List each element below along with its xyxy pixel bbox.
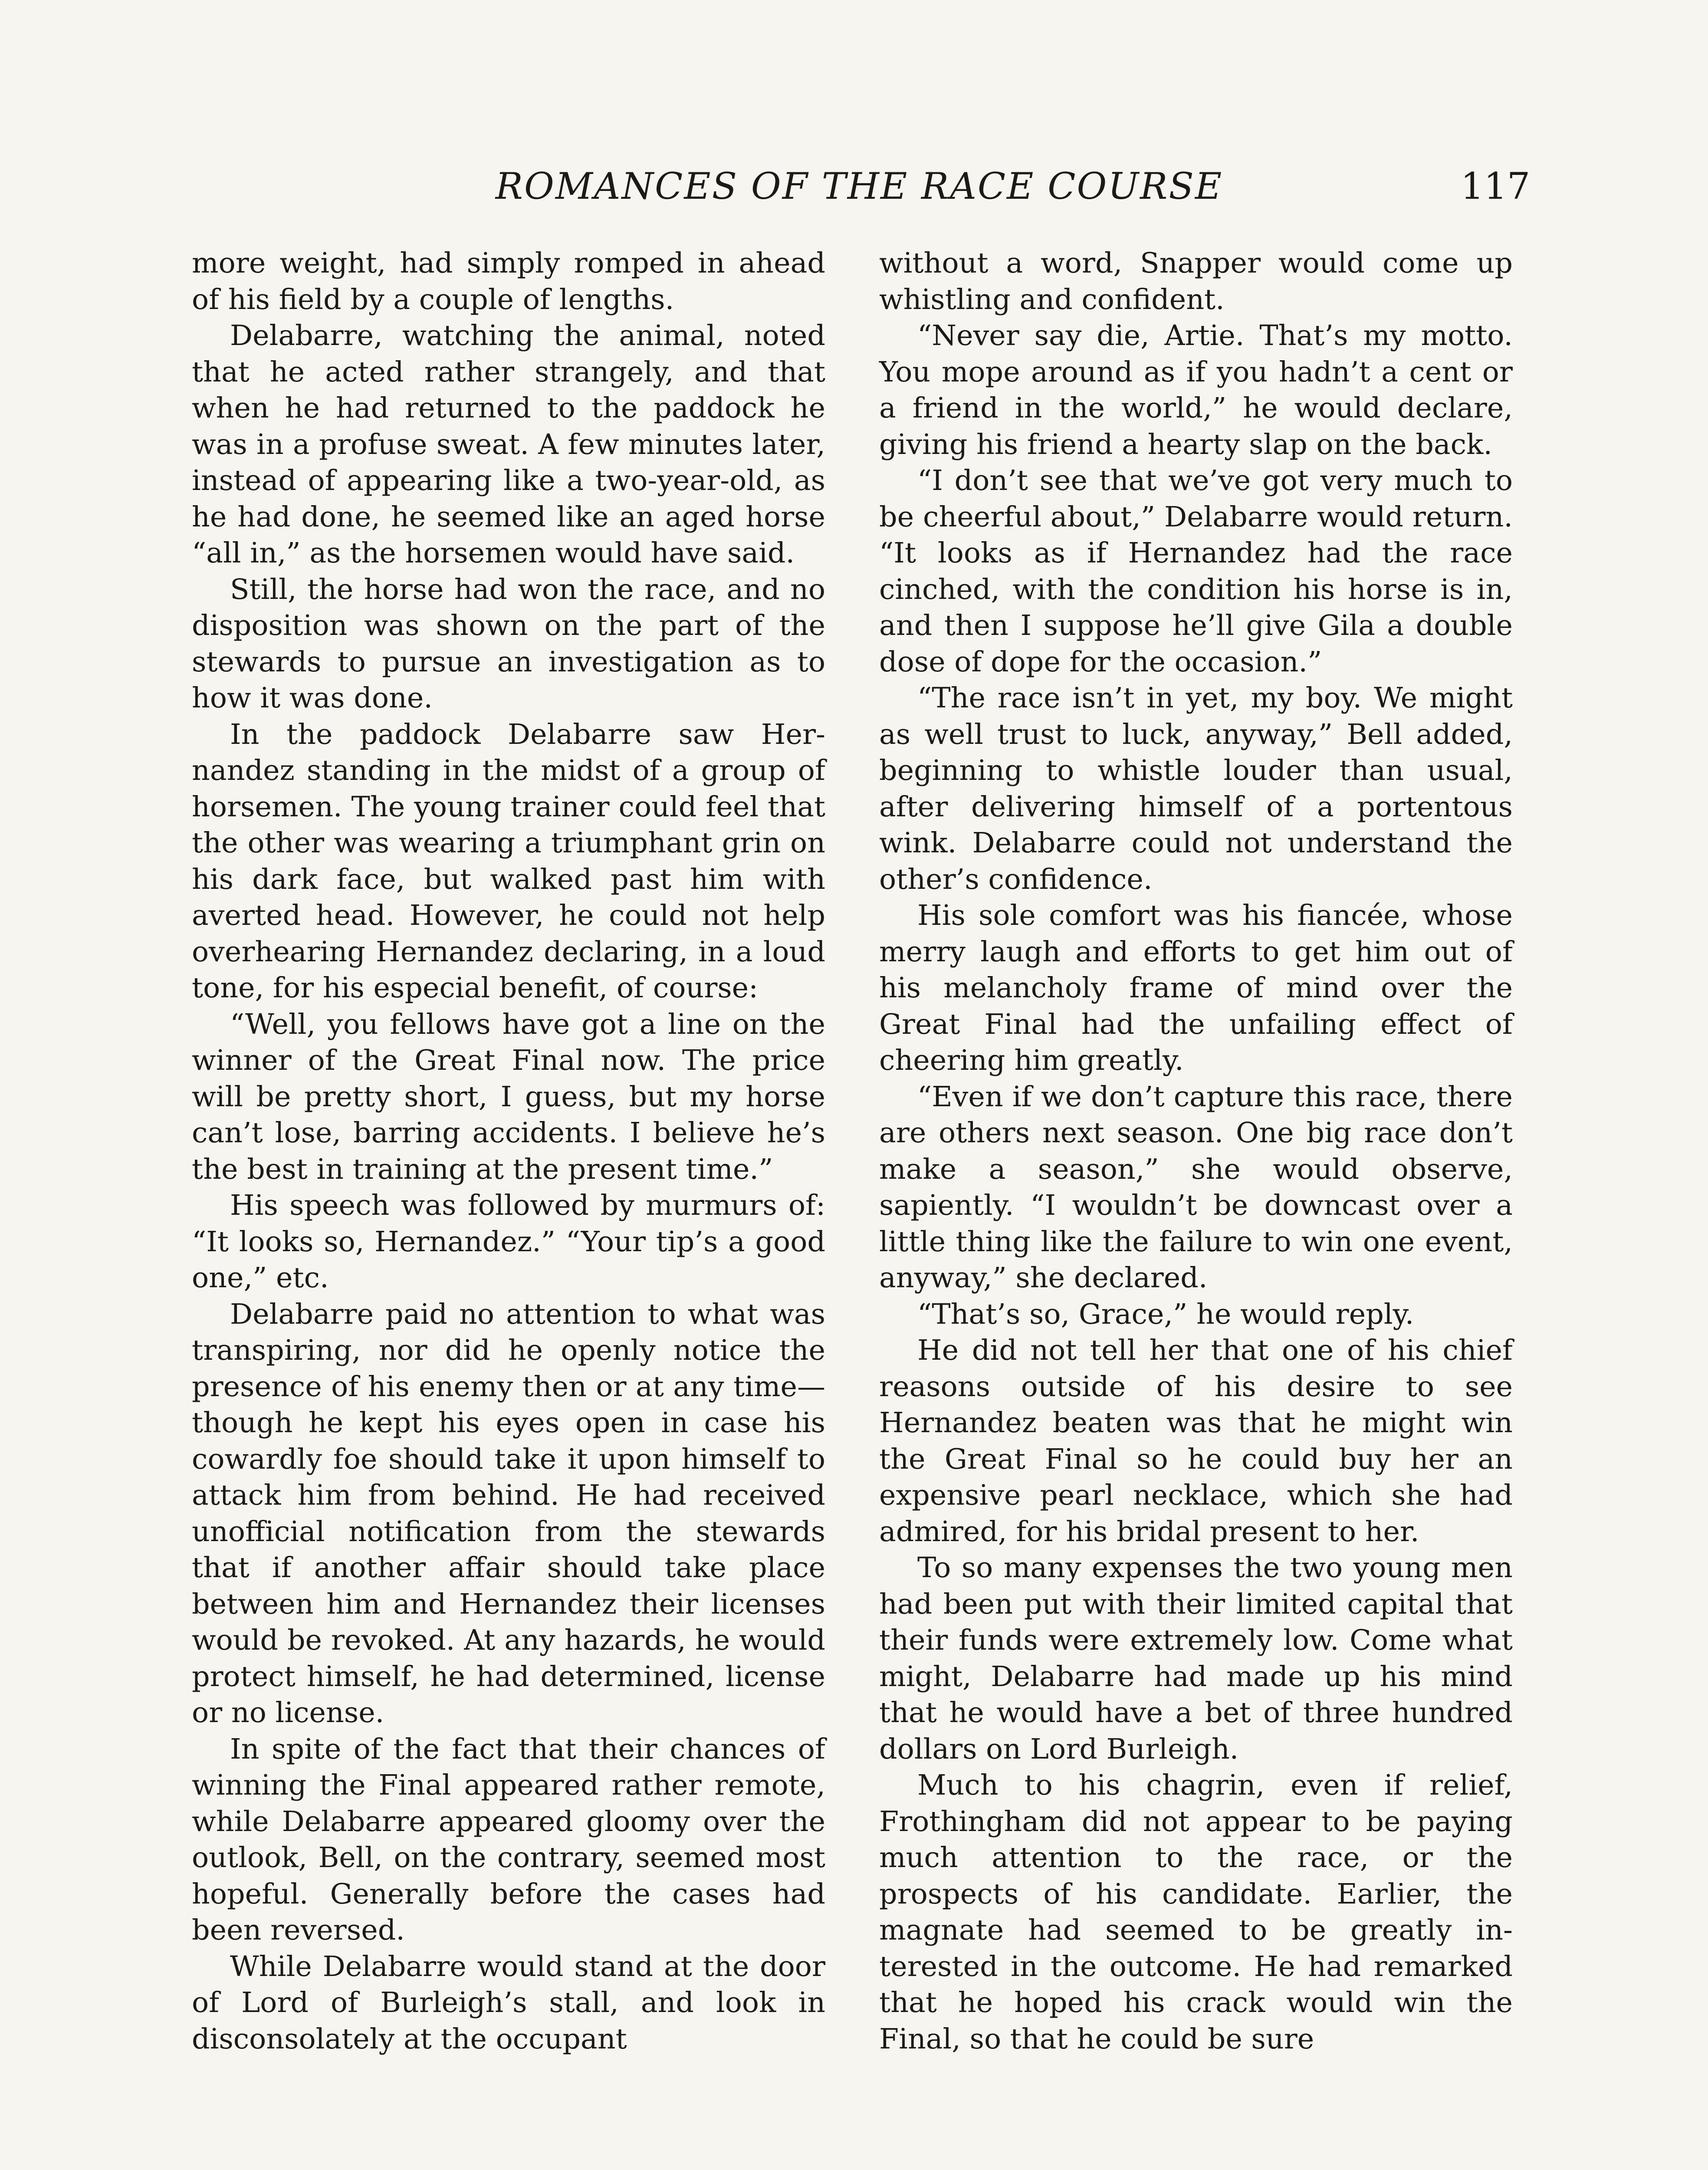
paragraph: “Never say die, Artie. That’s my motto. You mope around as if you hadn’t a cent or a friend in the world,” he would declare, giving his friend a hearty slap on the back. [879, 319, 1513, 461]
left-column [192, 245, 825, 2057]
paragraph: “Even if we don’t capture this race, there are others next season. One big race don’t make a season,” she would observe, sapiently. “I wouldn’t be downcast over a little thing like the failure to win one event, anyway,” she declared. [879, 1080, 1513, 1294]
page-number: 117 [1461, 165, 1531, 207]
paragraph: He did not tell her that one of his chief reasons outside of his desire to see Hernandez beaten was that he might win the Great Final so he could buy her an expensive pearl necklace, which she had admired, for his bridal present to her. [879, 1334, 1513, 1548]
paragraph: without a word, Snapper would come up whistling and confident. [879, 247, 1513, 316]
paragraph: While Delabarre would stand at the door of Lord of Burleigh’s stall, and look in disconsolately at the occupant [192, 1950, 825, 2055]
paragraph: Much to his chagrin, even if relief, Frothingham did not appear to be paying much attention to the race, or the prospects of his candidate. Earlier, the magnate had seemed to be greatly interested in the outcome. He had remarked that he hoped his crack would win the Final, so that he could be sure [879, 1769, 1513, 2055]
paragraph: In spite of the fact that their chances of winning the Final appeared rather remote, while Delabarre appeared gloomy over the outlook, Bell, on the contrary, seemed most hopeful. Generally before the cases had been reversed. [192, 1733, 825, 1946]
paragraph: Still, the horse had won the race, and no disposition was shown on the part of the stewards to pursue an investigation as to how it was done. [192, 573, 825, 714]
paragraph: more weight, had simply romped in ahead of his field by a couple of lengths. [192, 247, 825, 316]
paragraph: Delabarre paid no attention to what was transpiring, nor did he openly notice the presence of his enemy then or at any time—though he kept his eyes open in case his cowardly foe should take it upon himself to attack him from behind. He had received unofficial notification from the stewards that if another affair should take place between him and Hernandez their licenses would be revoked. At any hazards, he would protect himself, he had determined, license or no license. [192, 1298, 825, 1729]
paragraph: “I don’t see that we’ve got very much to be cheerful about,” Delabarre would return. “It looks as if Hernandez had the race cinched, with the condition his horse is in, and then I suppose he’ll give Gila a double dose of dope for the occasion.” [879, 464, 1513, 678]
paragraph: “Well, you fellows have got a line on the winner of the Great Final now. The price will be pretty short, I guess, but my horse can’t lose, barring accidents. I believe he’s the best in training at the present time.” [192, 1008, 825, 1186]
running-head: ROMANCES OF THE RACE COURSE [495, 165, 1223, 207]
paragraph: “The race isn’t in yet, my boy. We might as well trust to luck, anyway,” Bell added, beginning to whistle louder than usual, after delivering himself of a portentous wink. Delabarre could not understand the other’s confidence. [879, 682, 1513, 896]
paragraph: Delabarre, watching the animal, noted that he acted rather strangely, and that when he had returned to the paddock he was in a profuse sweat. A few minutes later, instead of appearing like a two-year-old, as he had done, he seemed like an aged horse “all in,” as the horsemen would have said. [192, 319, 825, 569]
right-column [879, 245, 1513, 2057]
paragraph: His sole comfort was his fiancée, whose merry laugh and efforts to get him out of his melancholy frame of mind over the Great Final had the unfailing effect of cheering him greatly. [879, 899, 1513, 1077]
paragraph: His speech was followed by murmurs of: “It looks so, Hernandez.” “Your tip’s a good one,” etc. [192, 1189, 825, 1294]
paragraph: “That’s so, Grace,” he would reply. [917, 1298, 1414, 1331]
paragraph: To so many expenses the two young men had been put with their limited capital that their funds were extremely low. Come what might, Delabarre had made up his mind that he would have a bet of three hundred dollars on Lord Burleigh. [879, 1552, 1513, 1766]
paragraph: In the paddock Delabarre saw Hernandez standing in the midst of a group of horsemen. The young trainer could feel that the other was wearing a triumphant grin on his dark face, but walked past him with averted head. However, he could not help overhearing Hernandez declaring, in a loud tone, for his especial benefit, of course: [192, 718, 825, 1004]
